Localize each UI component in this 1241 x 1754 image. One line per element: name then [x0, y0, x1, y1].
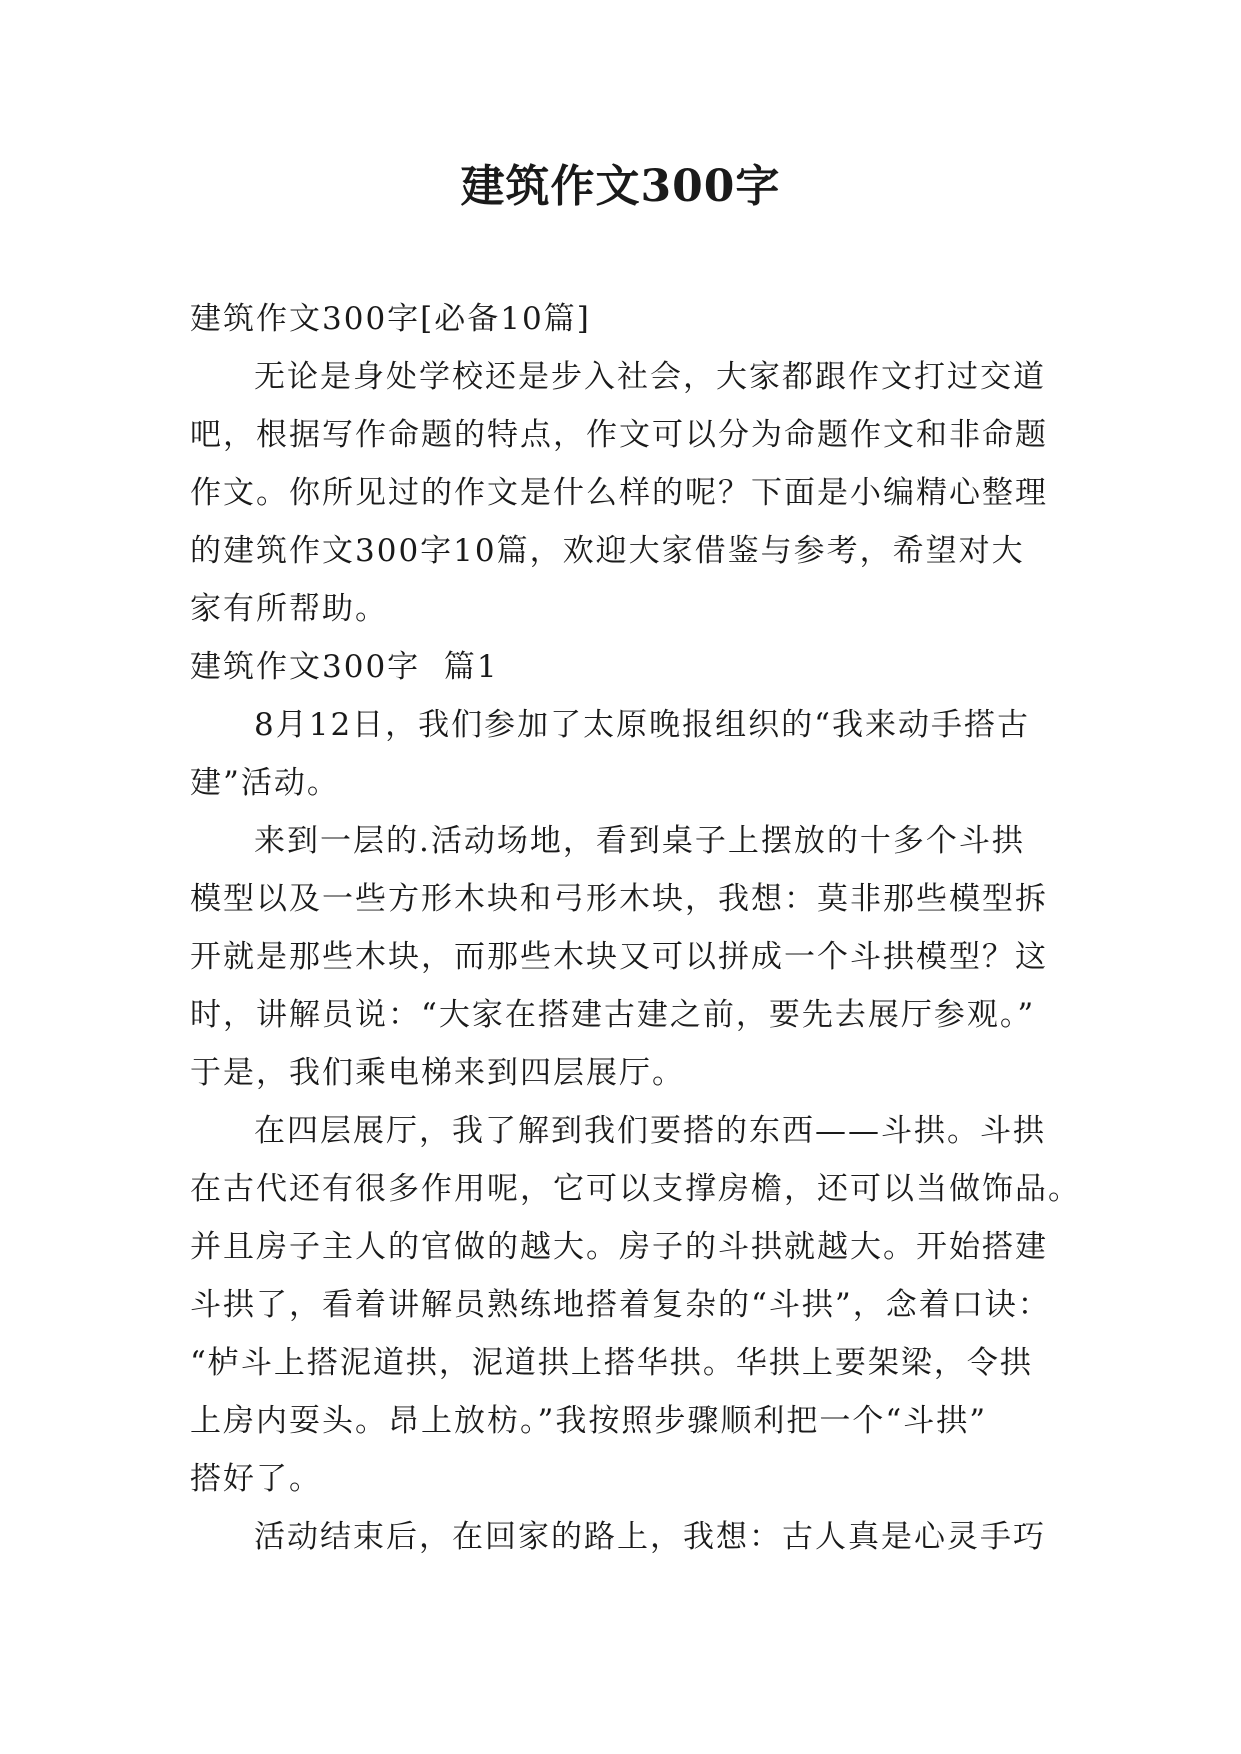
- text-line: 时，讲解员说：“大家在搭建古建之前，要先去展厅参观。”: [190, 997, 1036, 1033]
- text-line: 斗拱了，看着讲解员熟练地搭着复杂的“斗拱”，念着口诀：: [190, 1287, 1051, 1323]
- document-body: [190, 290, 1081, 1566]
- text-line: 并且房子主人的官做的越大。房子的斗拱就越大。开始搭建: [190, 1229, 1048, 1265]
- text-line: 作文。你所见过的作文是什么样的呢？下面是小编精心整理: [190, 475, 1048, 511]
- text-line: 在四层展厅，我了解到我们要搭的东西——斗拱。斗拱: [254, 1113, 1046, 1149]
- text-line: 家有所帮助。: [190, 591, 388, 627]
- text-line: 上房内耍头。昂上放枋。”我按照步骤顺利把一个“斗拱”: [190, 1403, 988, 1439]
- text-line: 吧，根据写作命题的特点，作文可以分为命题作文和非命题: [190, 417, 1048, 453]
- text-line: 建”活动。: [190, 765, 340, 801]
- text-line: 来到一层的.活动场地，看到桌子上摆放的十多个斗拱: [254, 823, 1025, 859]
- text-line: 于是，我们乘电梯来到四层展厅。: [190, 1055, 685, 1091]
- text-line: 无论是身处学校还是步入社会，大家都跟作文打过交道: [254, 359, 1046, 395]
- text-line: 活动结束后，在回家的路上，我想：古人真是心灵手巧: [254, 1519, 1046, 1555]
- text-line: 搭好了。: [190, 1461, 322, 1497]
- text-line: 在古代还有很多作用呢，它可以支撑房檐，还可以当做饰品。: [190, 1171, 1081, 1207]
- text-line: 的建筑作文300字10篇，欢迎大家借鉴与参考，希望对大: [190, 533, 1025, 569]
- text-line: 开就是那些木块，而那些木块又可以拼成一个斗拱模型？这: [190, 939, 1048, 975]
- text-line: 建筑作文300字[必备10篇]: [190, 301, 591, 337]
- text-line: 模型以及一些方形木块和弓形木块，我想：莫非那些模型拆: [190, 881, 1048, 917]
- text-line: “栌斗上搭泥道拱，泥道拱上搭华拱。华拱上要架梁，令拱: [190, 1345, 1033, 1381]
- text-line: 8月12日，我们参加了太原晚报组织的“我来动手搭古: [254, 707, 1031, 743]
- document-title: 建筑作文300字: [460, 161, 781, 212]
- text-line: 建筑作文300字 篇1: [190, 649, 499, 685]
